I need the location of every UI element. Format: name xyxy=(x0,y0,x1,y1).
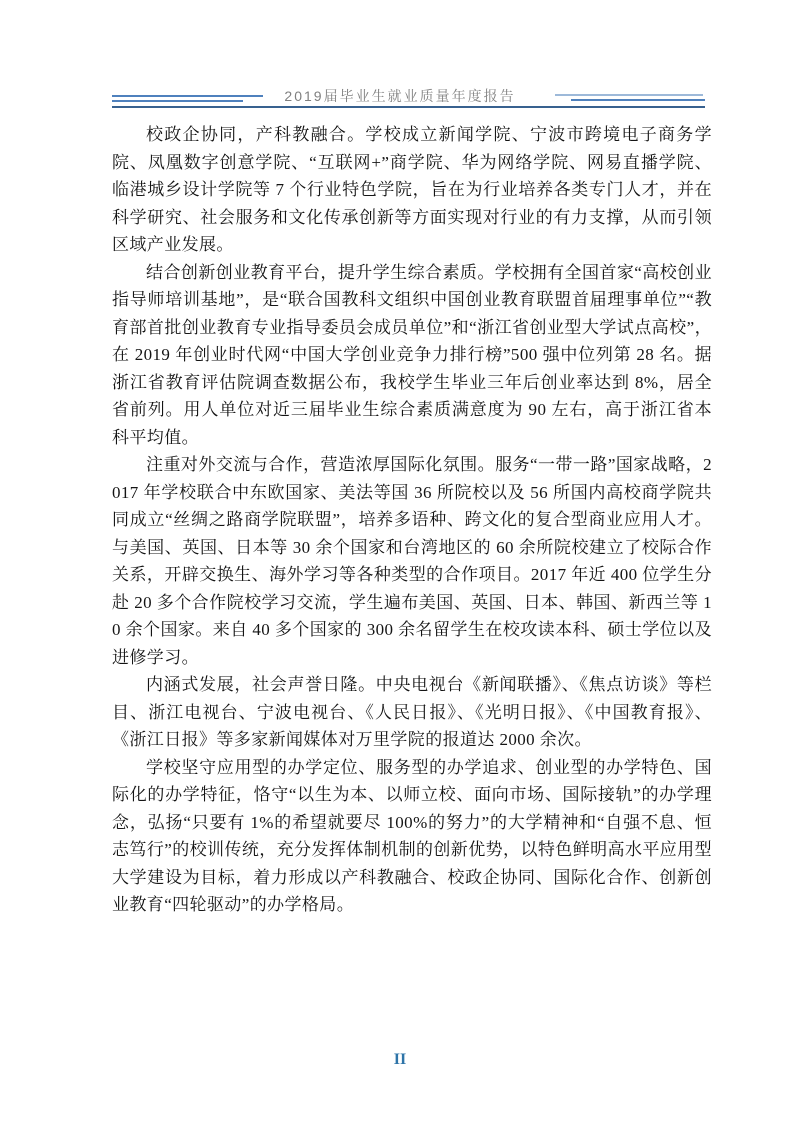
page-footer xyxy=(0,1051,800,1069)
header-left-line-top xyxy=(112,95,263,97)
paragraph-innovation-entrepreneurship: 结合创新创业教育平台，提升学生综合素质。学校拥有全国首家“高校创业指导师培训基地”，是“联合国教科文组织中国创业教育联盟首届理事单位”“教育部首批创业教育专业指导委员会成员单位”和“浙江省创业型大学试点高校”，在 2019 年创业时代网“中国大学创业竞争力排行榜”500 强中位列第 28 名。据浙江省教育评估院调查数据公布，我校学生毕业三年后创业率达到 8%，居全省前列。用人单位对近三届毕业生综合素质满意度为 90 左右，高于浙江省本科平均值。 xyxy=(112,262,712,447)
paragraph-international-exchange: 注重对外交流与合作，营造浓厚国际化氛围。服务“一带一路”国家战略，2017 年学校联合中东欧国家、美法等国 36 所院校以及 56 所国内高校商学院共同成立“丝绸之路商学院联盟”，培养多语种、跨文化的复合型商业应用人才。与美国、英国、日本等 30 余个国家和台湾地区的 60 余所院校建立了校际合作关系，开辟交换生、海外学习等各种类型的合作项目。2017 年近 400 位学生分赴 20 多个合作院校学习交流，学生遍布美国、英国、日本、韩国、新西兰等 10 余个国家。来自 40 多个国家的 300 余名留学生在校攻读本科、硕士学位以及进修学习。 xyxy=(112,455,712,667)
header-rule xyxy=(112,106,705,108)
report-title: 2019届毕业生就业质量年度报告 xyxy=(284,88,516,104)
paragraph-school-philosophy: 学校坚守应用型的办学定位、服务型的办学追求、创业型的办学特色、国际化的办学特征，恪守“以生为本、以师立校、面向市场、国际接轨”的办学理念，弘扬“只要有 1%的希望就要尽 100%的努力”的大学精神和“自强不息、恒志笃行”的校训传统，充分发挥体制机制的创新优势，以特色鲜明高水平应用型大学建设为目标，着力形成以产科教融合、校政企协同、国际化合作、创新创业教育“四轮驱动”的办学格局。 xyxy=(112,757,712,914)
header-right-line-bottom xyxy=(571,99,705,101)
document-body xyxy=(112,121,712,919)
paragraph-school-industry-integration: 校政企协同，产科教融合。学校成立新闻学院、宁波市跨境电子商务学院、凤凰数字创意学院、“互联网+”商学院、华为网络学院、网易直播学院、临港城乡设计学院等 7 个行业特色学院，旨在为行业培养各类专门人才，并在科学研究、社会服务和文化传承创新等方面实现对行业的有力支撑，从而引领区域产业发展。 xyxy=(112,125,712,254)
paragraph-media-reputation: 内涵式发展，社会声誉日隆。中央电视台《新闻联播》、《焦点访谈》等栏目、浙江电视台、宁波电视台、《人民日报》、《光明日报》、《中国教育报》、《浙江日报》等多家新闻媒体对万里学院的报道达 2000 余次。 xyxy=(112,675,712,749)
header-right-line-top xyxy=(555,94,703,96)
page-number: II xyxy=(393,1051,407,1068)
header-left-line-bottom xyxy=(112,100,243,102)
